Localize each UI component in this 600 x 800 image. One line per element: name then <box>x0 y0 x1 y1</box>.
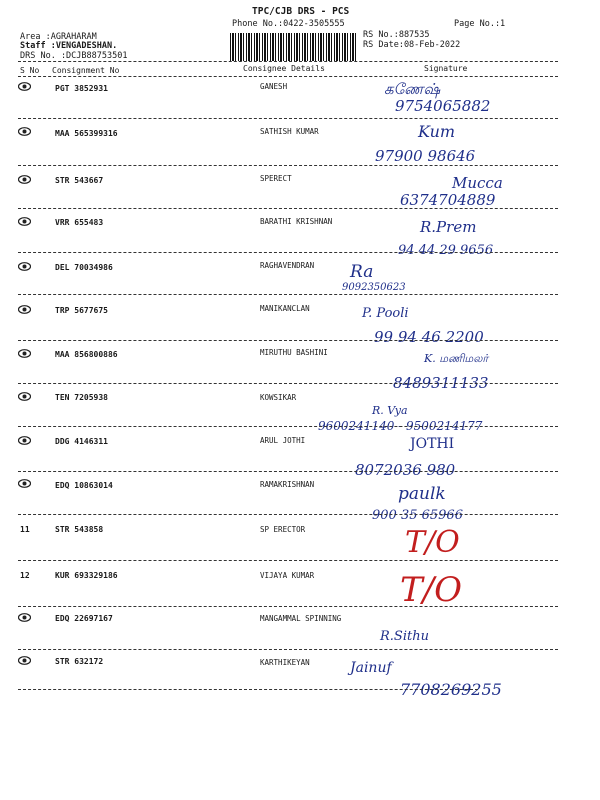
row-consignment: KUR 693329186 <box>55 571 118 580</box>
row-consignee: VIJAYA KUMAR <box>260 571 315 580</box>
divider <box>18 383 558 384</box>
row-phone: 8072036 980 <box>355 461 456 479</box>
row-phone: 94 44 29 9656 <box>398 243 494 258</box>
row-consignee: MANIKANCLAN <box>260 304 310 313</box>
eye-icon <box>18 262 31 271</box>
row-phone: 9754065882 <box>395 97 491 115</box>
eye-icon <box>18 436 31 445</box>
row-consignee: SPERECT <box>260 174 292 183</box>
divider <box>18 606 558 607</box>
divider <box>18 514 558 515</box>
divider <box>18 76 558 77</box>
eye-icon <box>18 392 31 401</box>
row-consignment: PGT 3852931 <box>55 84 108 93</box>
row-phone: 99 94 46 2200 <box>374 328 484 346</box>
divider <box>18 689 478 690</box>
row-consignment: MAA 565399316 <box>55 129 118 138</box>
page-number: Page No.:1 <box>454 19 506 29</box>
divider <box>18 649 558 650</box>
eye-icon <box>18 613 31 622</box>
phone-number: Phone No.:0422-3505555 <box>232 19 345 29</box>
eye-icon <box>18 175 31 184</box>
row-consignee: GANESH <box>260 82 288 91</box>
divider <box>18 118 558 119</box>
row-signature: R.Prem <box>420 218 477 236</box>
barcode <box>230 33 358 61</box>
row-consignment: VRR 655483 <box>55 218 104 227</box>
divider <box>18 560 558 561</box>
row-consignment: STR 543667 <box>55 176 104 185</box>
rs-date: RS Date:08-Feb-2022 <box>363 40 461 50</box>
row-consignment: DDG 4146311 <box>55 437 108 446</box>
row-consignee: RAGHAVENDRAN <box>260 261 315 270</box>
col-signature: Signature <box>424 64 468 73</box>
row-consignee: RAMAKRISHNAN <box>260 480 315 489</box>
eye-icon <box>18 349 31 358</box>
row-consignment: TEN 7205938 <box>55 393 108 402</box>
divider <box>18 252 558 253</box>
row-signature: R. Vya <box>372 404 408 417</box>
row-consignment: STR 632172 <box>55 657 104 666</box>
eye-icon <box>18 217 31 226</box>
row-signature: Kum <box>418 122 456 141</box>
row-consignment: MAA 856800886 <box>55 350 118 359</box>
row-consignment: STR 543858 <box>55 525 104 534</box>
row-signature: கணேஷ் <box>384 80 441 98</box>
eye-icon <box>18 127 31 136</box>
row-signature: R.Sithu <box>380 629 429 644</box>
row-consignee: KARTHIKEYAN <box>260 658 310 667</box>
row-phone: 8489311133 <box>393 374 489 392</box>
drs-number: DRS No. :DCJB88753501 <box>20 51 128 61</box>
row-consignee: SATHISH KUMAR <box>260 127 319 136</box>
row-phone: 9092350623 <box>342 282 406 293</box>
row-signature: P. Pooli <box>362 306 409 321</box>
row-signature: T/O <box>405 525 460 560</box>
col-consignment: Consignment No <box>52 66 120 75</box>
row-signature: Jainuf <box>350 660 392 676</box>
rs-number: RS No.:887535 <box>363 30 430 40</box>
divider <box>18 61 558 62</box>
row-phone: 900 35 65966 <box>372 508 463 523</box>
row-consignment: DEL 70034986 <box>55 263 113 272</box>
row-signature: paulk <box>398 484 446 504</box>
row-phone: 9600241140 - 9500214177 <box>318 419 483 433</box>
eye-icon <box>18 82 31 91</box>
row-consignee: KOWSIKAR <box>260 393 297 402</box>
divider <box>18 471 558 472</box>
row-signature: Ra <box>350 262 374 282</box>
row-sno: 11 <box>20 525 30 534</box>
eye-icon <box>18 479 31 488</box>
row-sno: 12 <box>20 571 30 580</box>
row-consignee: ARUL JOTHI <box>260 436 306 445</box>
row-signature: Mucca <box>452 174 503 192</box>
eye-icon <box>18 656 31 665</box>
row-phone: 97900 98646 <box>375 147 476 165</box>
row-consignment: TRP 5677675 <box>55 306 108 315</box>
eye-icon <box>18 305 31 314</box>
row-phone: 7708269255 <box>400 680 502 699</box>
row-signature: T/O <box>400 570 463 610</box>
staff-label: Staff :VENGADESHAN. <box>20 41 118 51</box>
row-consignment: EDQ 10863014 <box>55 481 113 490</box>
row-consignee: BARATHI KRISHNAN <box>260 217 333 226</box>
divider <box>18 426 558 427</box>
divider <box>18 340 558 341</box>
row-phone: 6374704889 <box>400 191 496 209</box>
divider <box>18 208 558 209</box>
col-sno: S No <box>20 66 40 75</box>
divider <box>18 294 558 295</box>
row-signature: K. மணிமலர் <box>424 352 489 365</box>
row-signature: JOTHI <box>410 436 455 452</box>
divider <box>18 165 558 166</box>
col-consignee: Consignee Details <box>243 64 325 73</box>
row-consignee: SP ERECTOR <box>260 525 306 534</box>
row-consignee: MANGAMMAL SPINNING <box>260 614 342 623</box>
row-consignee: MIRUTHU BASHINI <box>260 348 328 357</box>
report-title: TPC/CJB DRS - PCS <box>252 6 350 17</box>
area-label: Area :AGRAHARAM <box>20 32 97 42</box>
row-consignment: EDQ 22697167 <box>55 614 113 623</box>
